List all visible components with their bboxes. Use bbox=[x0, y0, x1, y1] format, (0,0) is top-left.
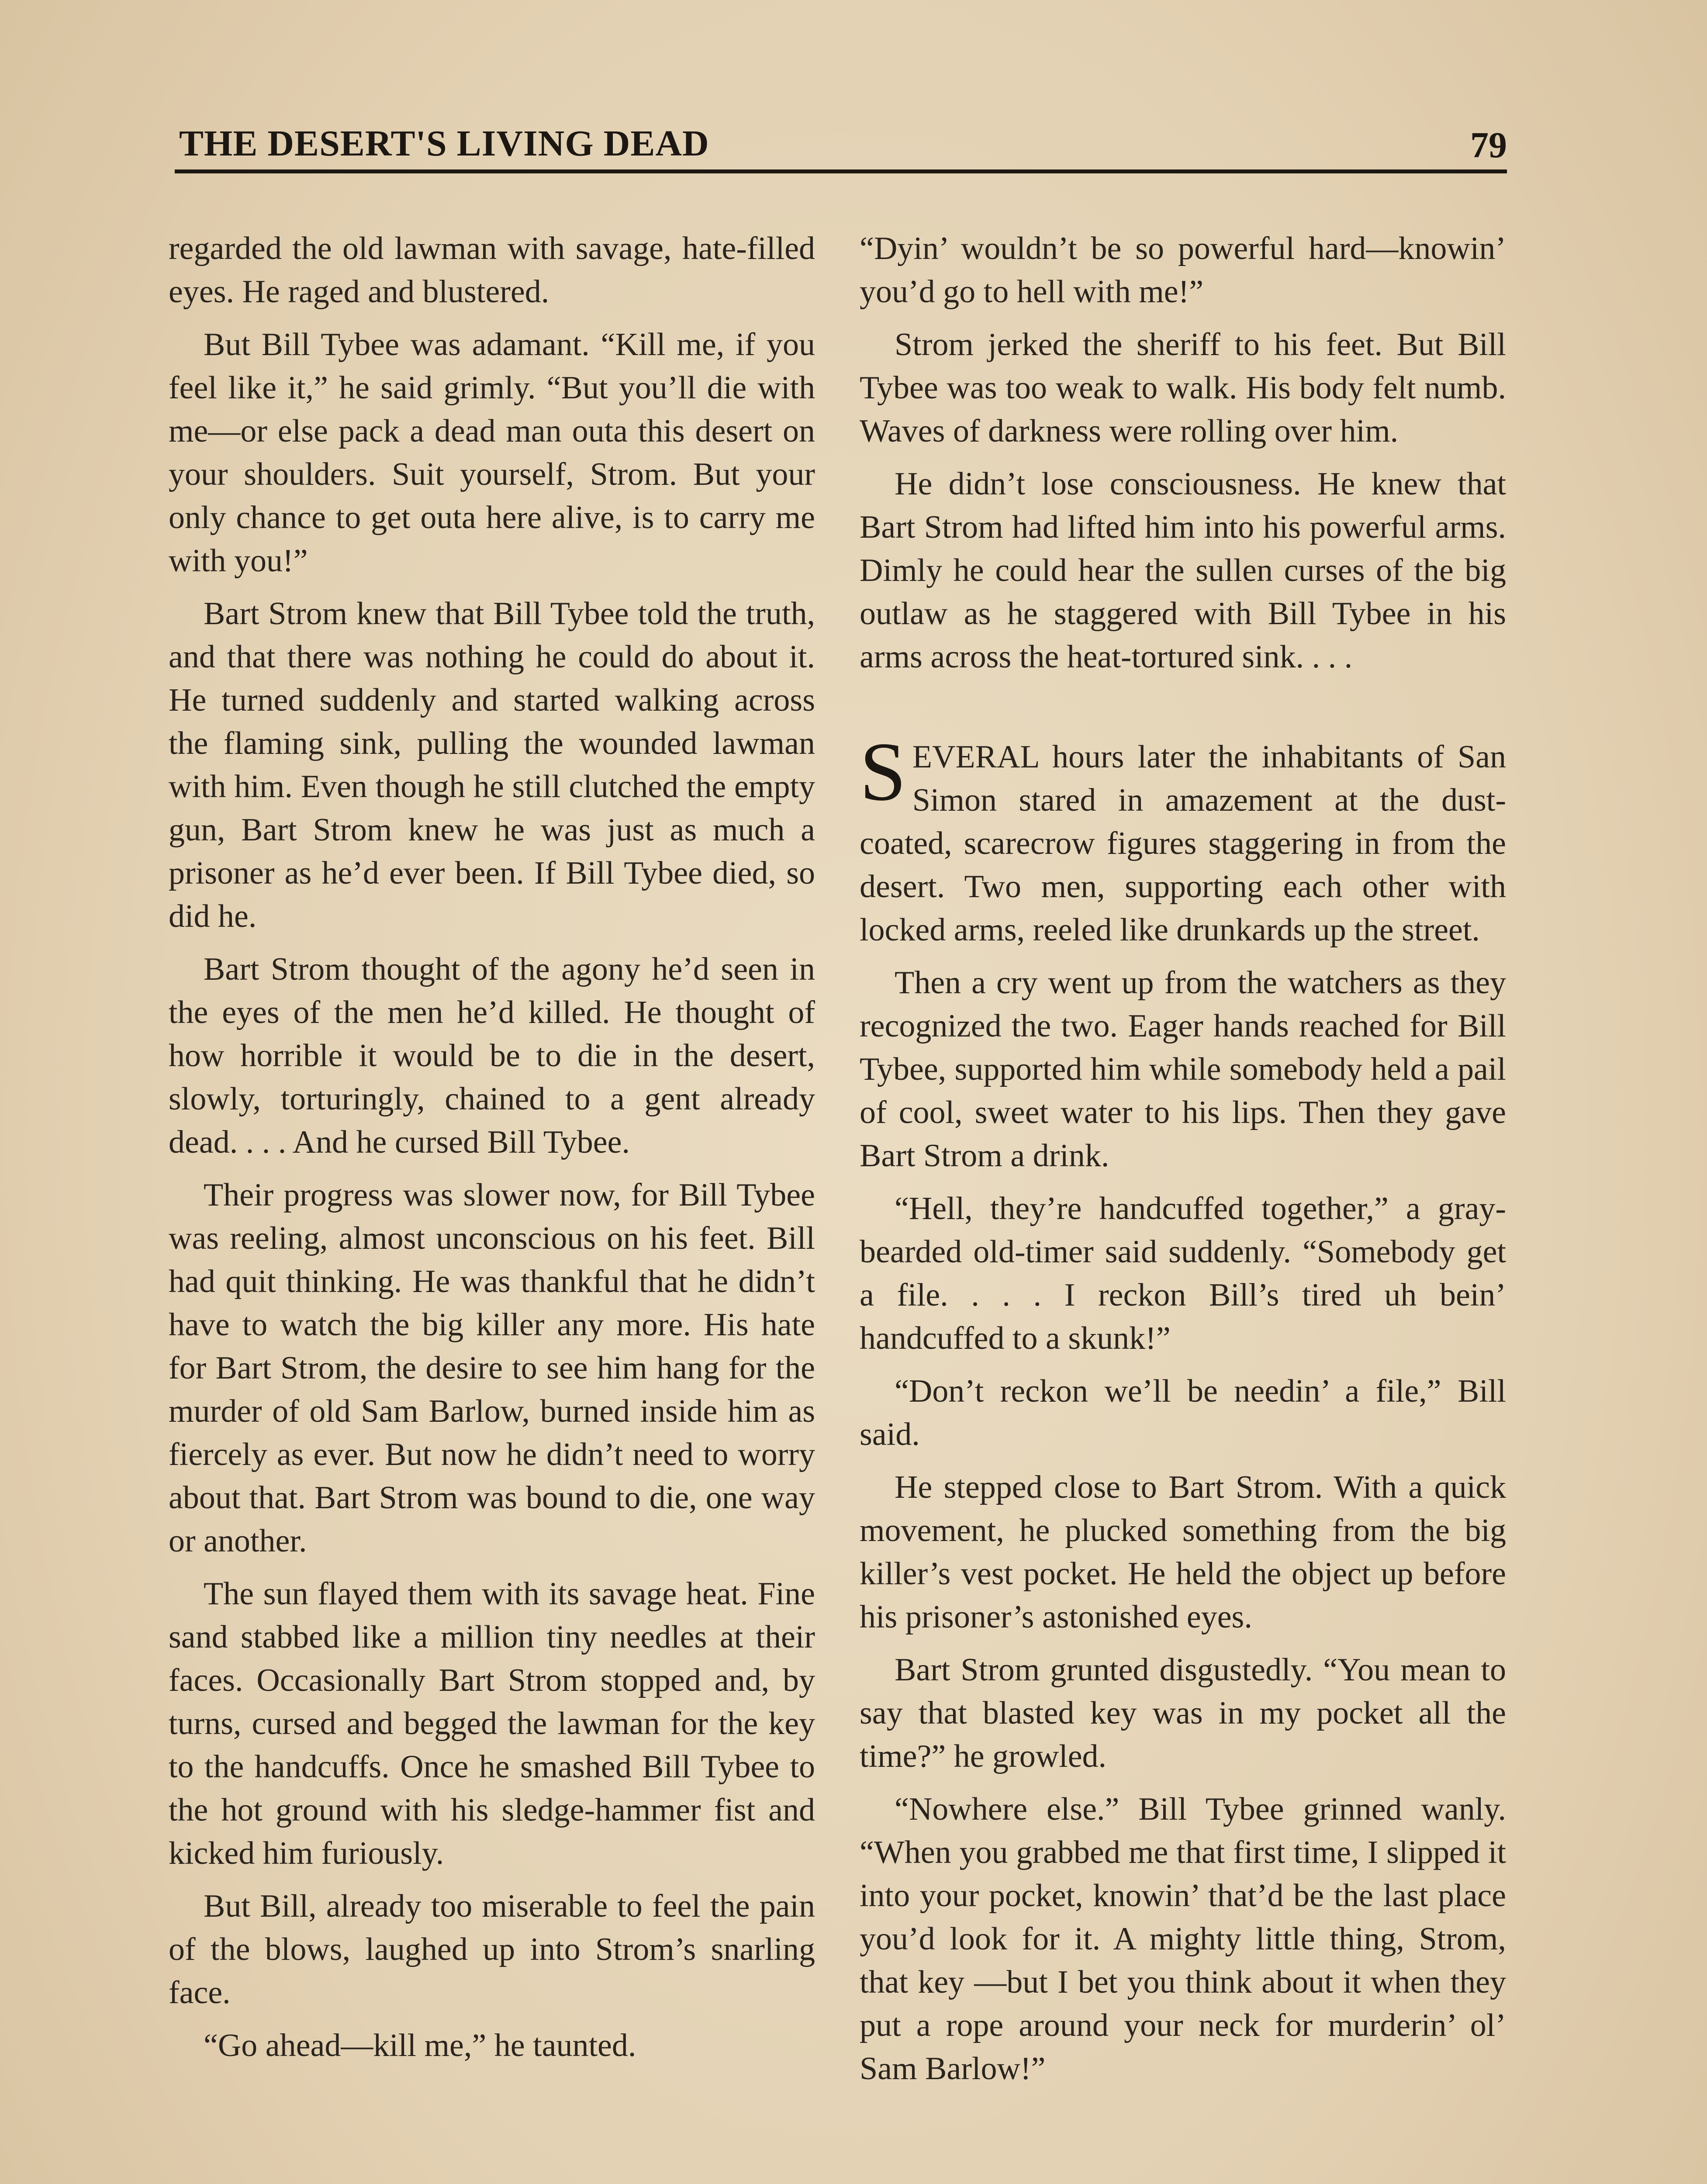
paragraph: “Dyin’ wouldn’t be so powerful hard—knowin’ you’d go to hell with me!” bbox=[860, 231, 1506, 310]
section-break bbox=[860, 679, 1506, 736]
header-rule bbox=[175, 169, 1507, 173]
paragraph: regarded the old lawman with savage, hate-filled eyes. He raged and blustered. bbox=[169, 231, 815, 310]
section-opening-text: EVERAL hours later the inhabitants of San Simon stared in amazement at the dust-coated, scarecrow figures staggering in from the desert. Two men, supporting each other with locked arms, reeled like drunkards up the street. bbox=[860, 739, 1506, 948]
left-column bbox=[169, 227, 815, 2184]
paragraph: Bart Strom thought of the agony he’d seen in the eyes of the men he’d killed. He thought of how horrible it would be to die in the desert, slowly, torturingly, chained to a gent already dead. . . . And he cursed Bill Tybee. bbox=[169, 951, 815, 1160]
running-header bbox=[175, 118, 1507, 179]
paragraph: But Bill, already too miserable to feel the pain of the blows, laughed up into Strom’s snarling face. bbox=[169, 1888, 815, 2011]
paragraph: “Nowhere else.” Bill Tybee grinned wanly. “When you grabbed me that first time, I slipped it into your pocket, knowin’ that’d be the last place you’d look for it. A mighty little thing, Strom, that key —but I bet you think about it when they put a rope around your neck for murderin’ ol’ Sam Barlow!” bbox=[860, 1791, 1506, 2087]
paragraph: Bart Strom knew that Bill Tybee told the truth, and that there was nothing he could do about it. He turned suddenly and started walking across the flaming sink, pulling the wounded lawman with him. Even though he still clutched the empty gun, Bart Strom knew he was just as much a prisoner as he’d ever been. If Bill Tybee died, so did he. bbox=[169, 596, 815, 934]
paragraph: “Go ahead—kill me,” he taunted. bbox=[204, 2028, 636, 2063]
paragraph: Strom jerked the sheriff to his feet. But Bill Tybee was too weak to walk. His body felt numb. Waves of darkness were rolling over him. bbox=[860, 327, 1506, 449]
paragraph: “Hell, they’re handcuffed together,” a gray-bearded old-timer said suddenly. “Somebody get a file. . . . I reckon Bill’s tired uh bein’ handcuffed to a skunk!” bbox=[860, 1191, 1506, 1356]
paragraph: He didn’t lose consciousness. He knew that Bart Strom had lifted him into his powerful arms. Dimly he could hear the sullen curses of the big outlaw as he staggered with Bill Tybee in his arms across the heat-tortured sink. . . . bbox=[860, 466, 1506, 675]
paragraph: Bart Strom grunted disgustedly. “You mean to say that blasted key was in my pocket all the time?” he growled. bbox=[860, 1652, 1506, 1774]
page-number: 79 bbox=[1470, 125, 1507, 166]
paragraph: He stepped close to Bart Strom. With a quick movement, he plucked something from the big killer’s vest pocket. He held the object up before his prisoner’s astonished eyes. bbox=[860, 1469, 1506, 1635]
section-opening-paragraph bbox=[860, 725, 1506, 952]
paragraph: Their progress was slower now, for Bill Tybee was reeling, almost unconscious on his feet. Bill had quit thinking. He was thankful that he didn’t have to watch the big killer any more. His hate for Bart Strom, the desire to see him hang for the murder of old Sam Barlow, burned inside him as fiercely as ever. But now he didn’t need to worry about that. Bart Strom was bound to die, one way or another. bbox=[169, 1177, 815, 1559]
paragraph: “Don’t reckon we’ll be needin’ a file,” Bill said. bbox=[860, 1373, 1506, 1452]
header-title: THE DESERT'S LIVING DEAD bbox=[179, 123, 709, 164]
right-column bbox=[860, 227, 1506, 2184]
paragraph: Then a cry went up from the watchers as they recognized the two. Eager hands reached for Bill Tybee, supported him while somebody held a pail of cool, sweet water to his lips. Then they gave Bart Strom a drink. bbox=[860, 965, 1506, 1174]
paragraph: The sun flayed them with its savage heat. Fine sand stabbed like a million tiny needles at their faces. Occasionally Bart Strom stopped and, by turns, cursed and begged the lawman for the key to the handcuffs. Once he smashed Bill Tybee to the hot ground with his sledge-hammer fist and kicked him furiously. bbox=[169, 1576, 815, 1871]
drop-cap: S bbox=[860, 725, 906, 818]
paragraph: But Bill Tybee was adamant. “Kill me, if you feel like it,” he said grimly. “But you’ll die with me—or else pack a dead man outa this desert on your shoulders. Suit yourself, Strom. But your only chance to get outa here alive, is to carry me with you!” bbox=[169, 327, 815, 579]
